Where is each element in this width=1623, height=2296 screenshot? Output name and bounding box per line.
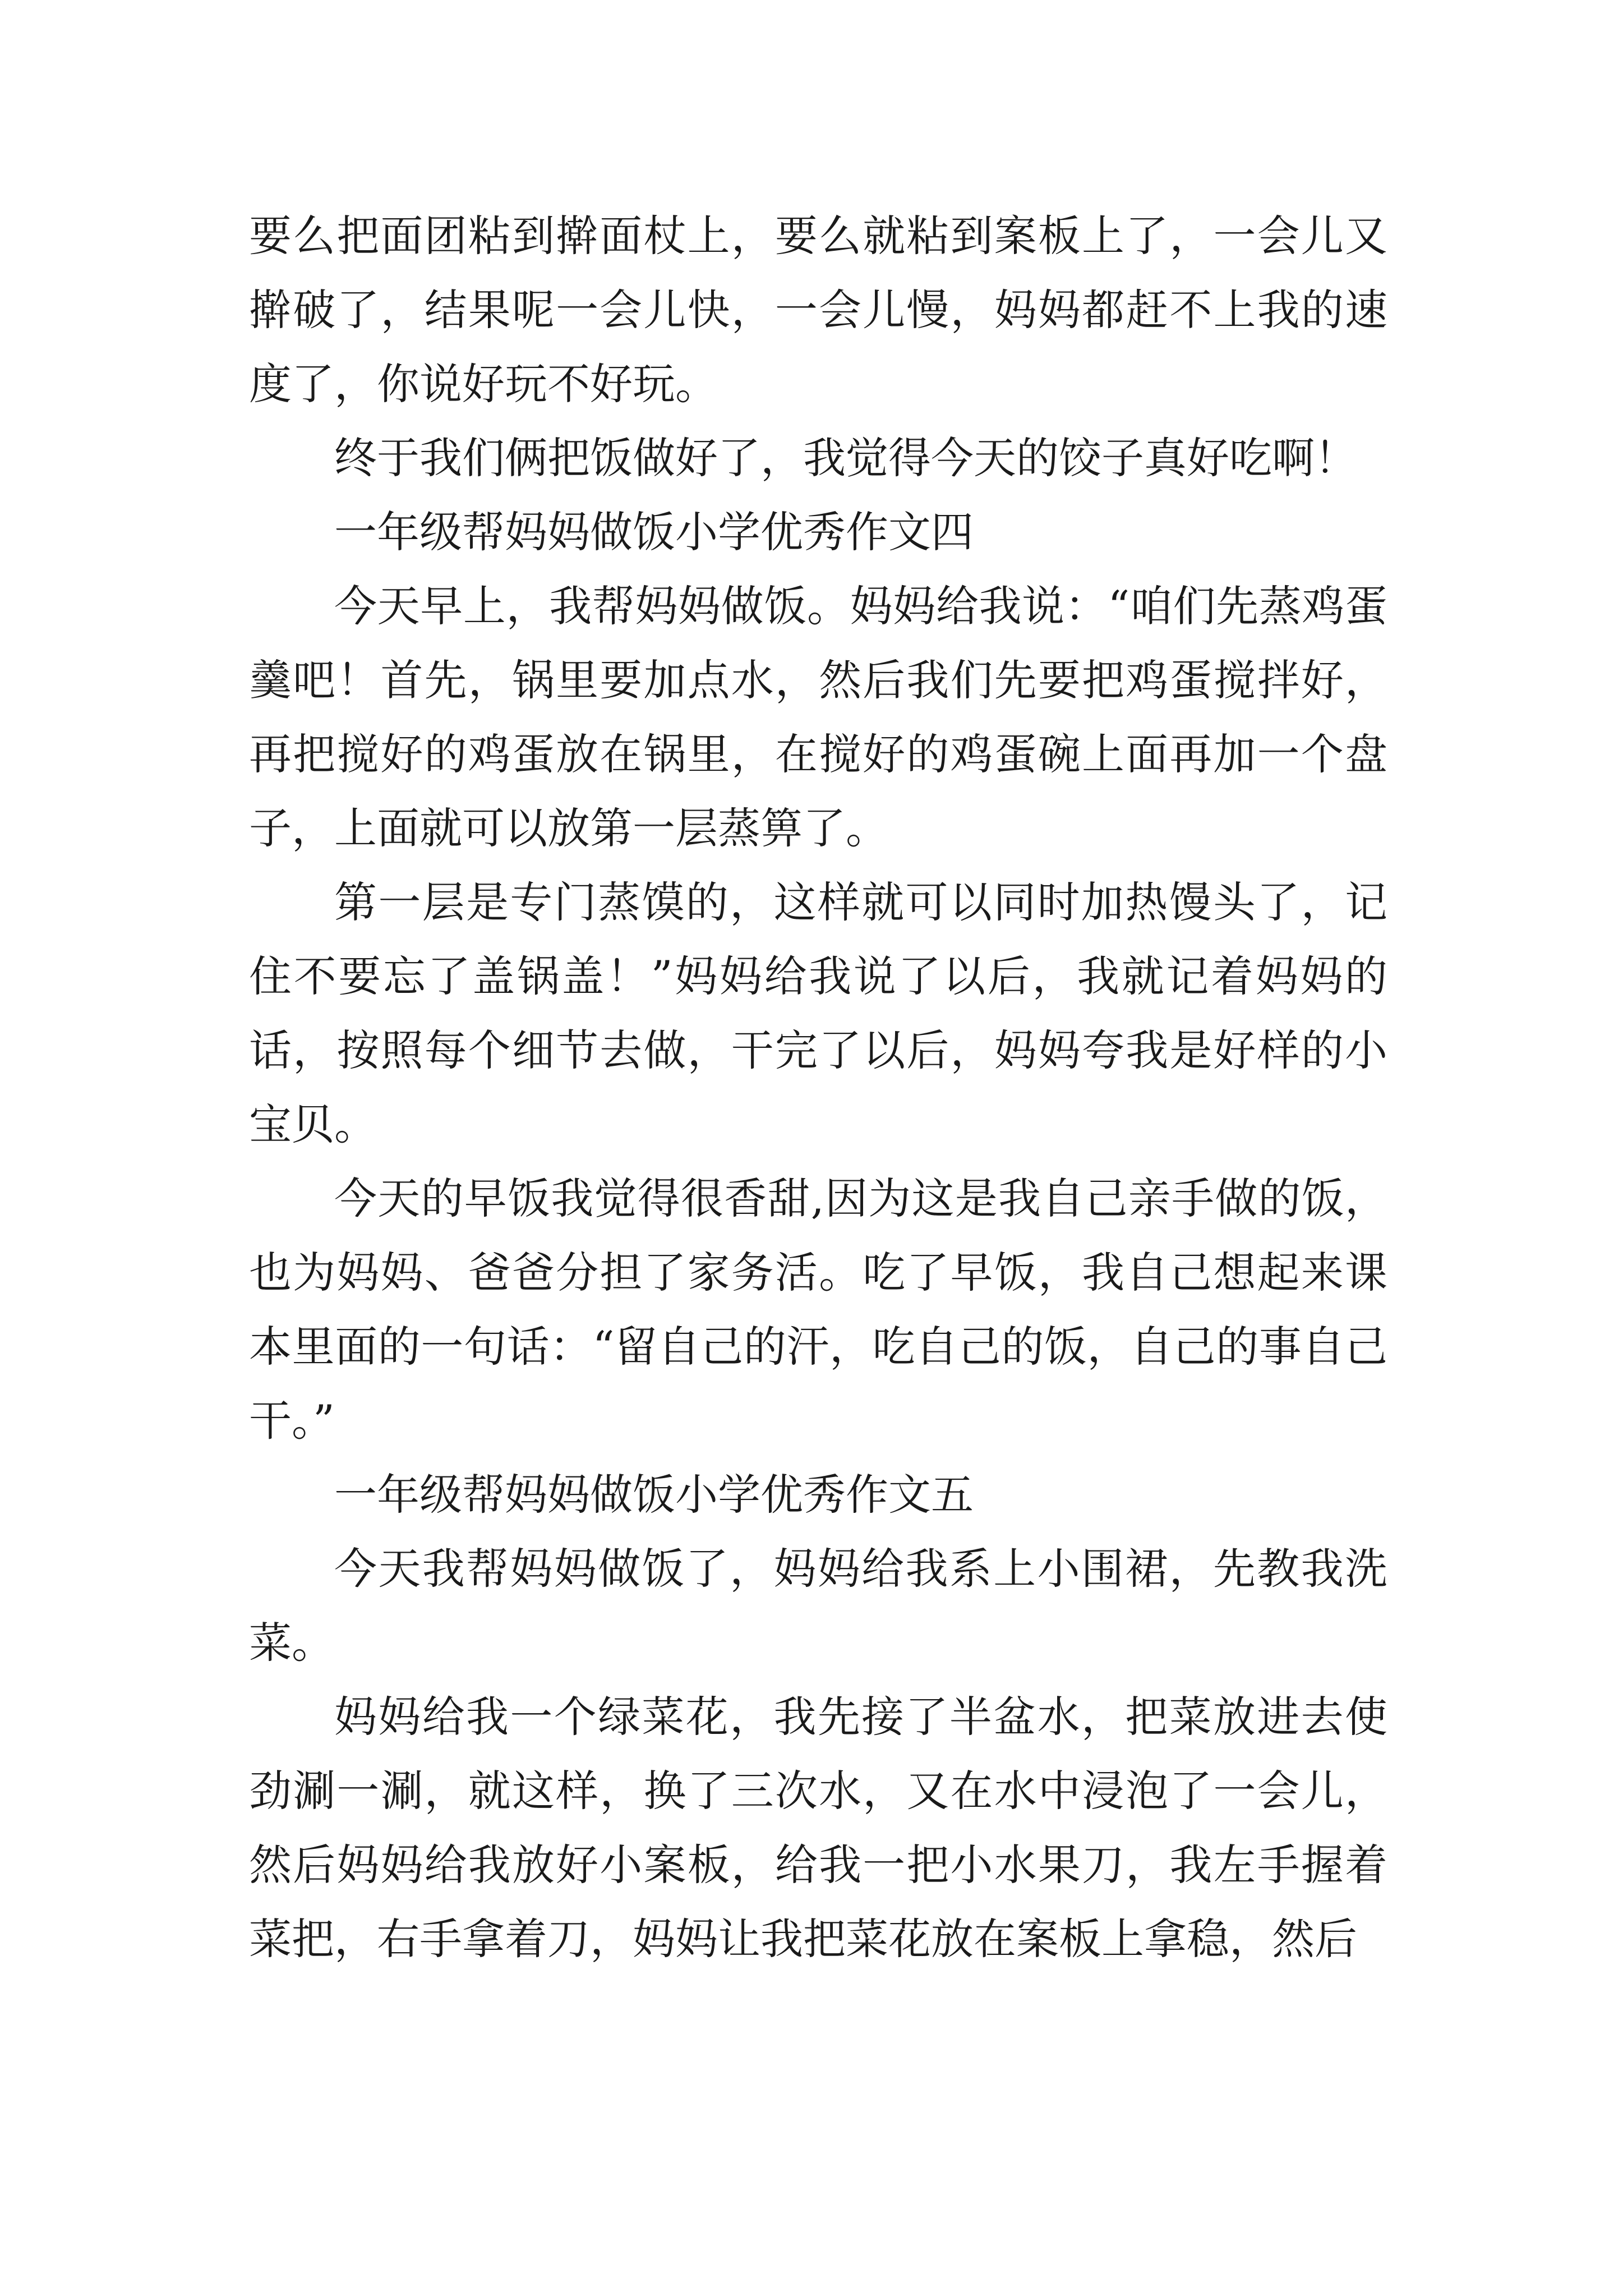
essay-heading-four: 一年级帮妈妈做饭小学优秀作文四 [334, 507, 974, 557]
paragraph-continuation: 要么把面团粘到擀面杖上，要么就粘到案板上了，一会儿又擀破了，结果呢一会儿快，一会儿慢，妈妈都赶不上我的速度了，你说好玩不好玩。 [249, 211, 1387, 409]
paragraph-morning-cooking: 今天早上，我帮妈妈做饭。妈妈给我说：“咱们先蒸鸡蛋羹吧！首先，锅里要加点水，然后我们先要把鸡蛋搅拌好，再把搅好的鸡蛋放在锅里，在搅好的鸡蛋碗上面再加一个盘子，上面就可以放第一层蒸箅了。 [249, 581, 1387, 853]
document-page [249, 199, 1387, 1976]
essay-heading-five: 一年级帮妈妈做饭小学优秀作文五 [334, 1470, 974, 1520]
paragraph-dumplings-done: 终于我们俩把饭做好了，我觉得今天的饺子真好吃啊！ [334, 433, 1357, 483]
paragraph-wash-vegetables: 今天我帮妈妈做饭了，妈妈给我系上小围裙，先教我洗菜。 [249, 1544, 1387, 1668]
paragraph-cauliflower: 妈妈给我一个绿菜花，我先接了半盆水，把菜放进去使劲涮一涮，就这样，换了三次水，又在水中浸泡了一会儿，然后妈妈给我放好小案板，给我一把小水果刀，我左手握着菜把，右手拿着刀，妈妈让我把菜花放在案板上拿稳，然后 [249, 1692, 1387, 1964]
paragraph-sweet-breakfast: 今天的早饭我觉得很香甜,因为这是我自己亲手做的饭，也为妈妈、爸爸分担了家务活。吃了早饭，我自己想起来课本里面的一句话：“留自己的汗，吃自己的饭，自己的事自己干。” [249, 1174, 1387, 1446]
paragraph-steamer-layer: 第一层是专门蒸馍的，这样就可以同时加热馒头了，记住不要忘了盖锅盖！”妈妈给我说了以后，我就记着妈妈的话，按照每个细节去做，干完了以后，妈妈夸我是好样的小宝贝。 [249, 877, 1387, 1149]
